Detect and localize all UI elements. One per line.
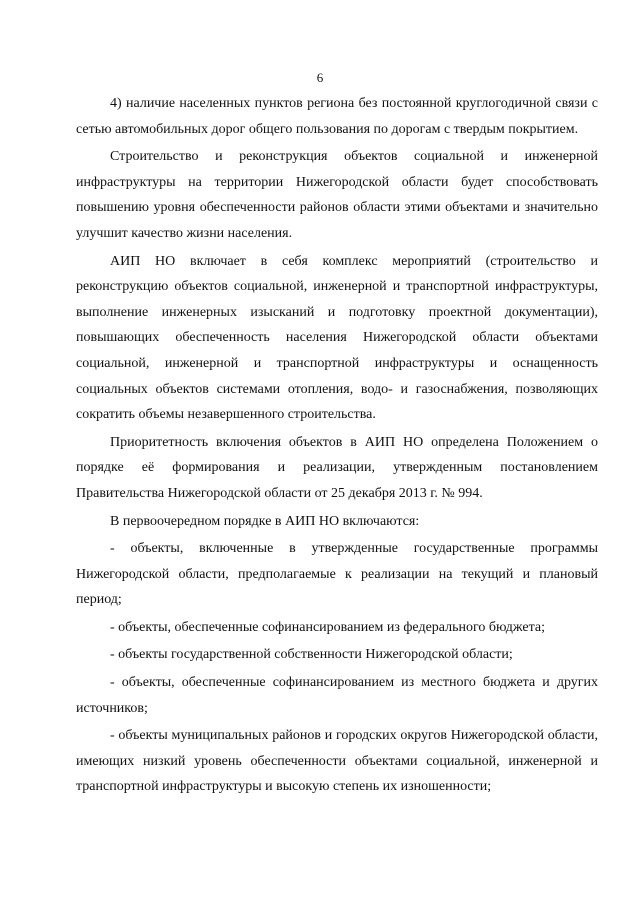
- paragraph-priority-regulation: Приоритетность включения объектов в АИП НО определена Положением о порядке её формирования и реализации, утвержденным постановлением Правительства Нижегородской области от 25 декабря 2013 г. № 994.: [76, 434, 598, 501]
- list-item-municipal-objects: - объекты муниципальных районов и городских округов Нижегородской области, имеющих низкий уровень обеспеченности объектами социальной, инженерной и транспортной инфраструктуры и высокую степень их изношенности;: [76, 728, 598, 795]
- list-item-federal-cofinancing: - объекты, обеспеченные софинансированием из федерального бюджета;: [110, 619, 545, 635]
- paragraph-priority-intro: В первоочередном порядке в АИП НО включаются:: [110, 513, 420, 529]
- list-item-state-programs: - объекты, включенные в утвержденные государственные программы Нижегородской области, предполагаемые к реализации на текущий и плановый период;: [76, 541, 598, 608]
- page-number: 6: [316, 70, 324, 85]
- document-body: [76, 91, 598, 800]
- paragraph-construction-benefits: Строительство и реконструкция объектов социальной и инженерной инфраструктуры на территории Нижегородской области будет способствовать повышению уровня обеспеченности районов области этими объектами и значительно улучшит качество жизни населения.: [76, 149, 598, 241]
- paragraph-aip-measures: АИП НО включает в себя комплекс мероприятий (строительство и реконструкцию объектов социальной, инженерной и транспортной инфраструктуры, выполнение инженерных изысканий и подготовку проектной документации), повышающих обеспеченность населения Нижегородской области объектами социальной, инженерной и транспортной инфраструктуры и оснащенность социальных объектов системами отопления, водо- и газоснабжения, позволяющих сократить объемы незавершенного строительства.: [76, 253, 598, 423]
- paragraph-highway-connection: 4) наличие населенных пунктов региона без постоянной круглогодичной связи с сетью автомобильных дорог общего пользования по дорогам с твердым покрытием.: [76, 96, 598, 137]
- list-item-state-property: - объекты государственной собственности Нижегородской области;: [110, 647, 513, 663]
- list-item-local-cofinancing: - объекты, обеспеченные софинансированием из местного бюджета и других источников;: [76, 675, 598, 716]
